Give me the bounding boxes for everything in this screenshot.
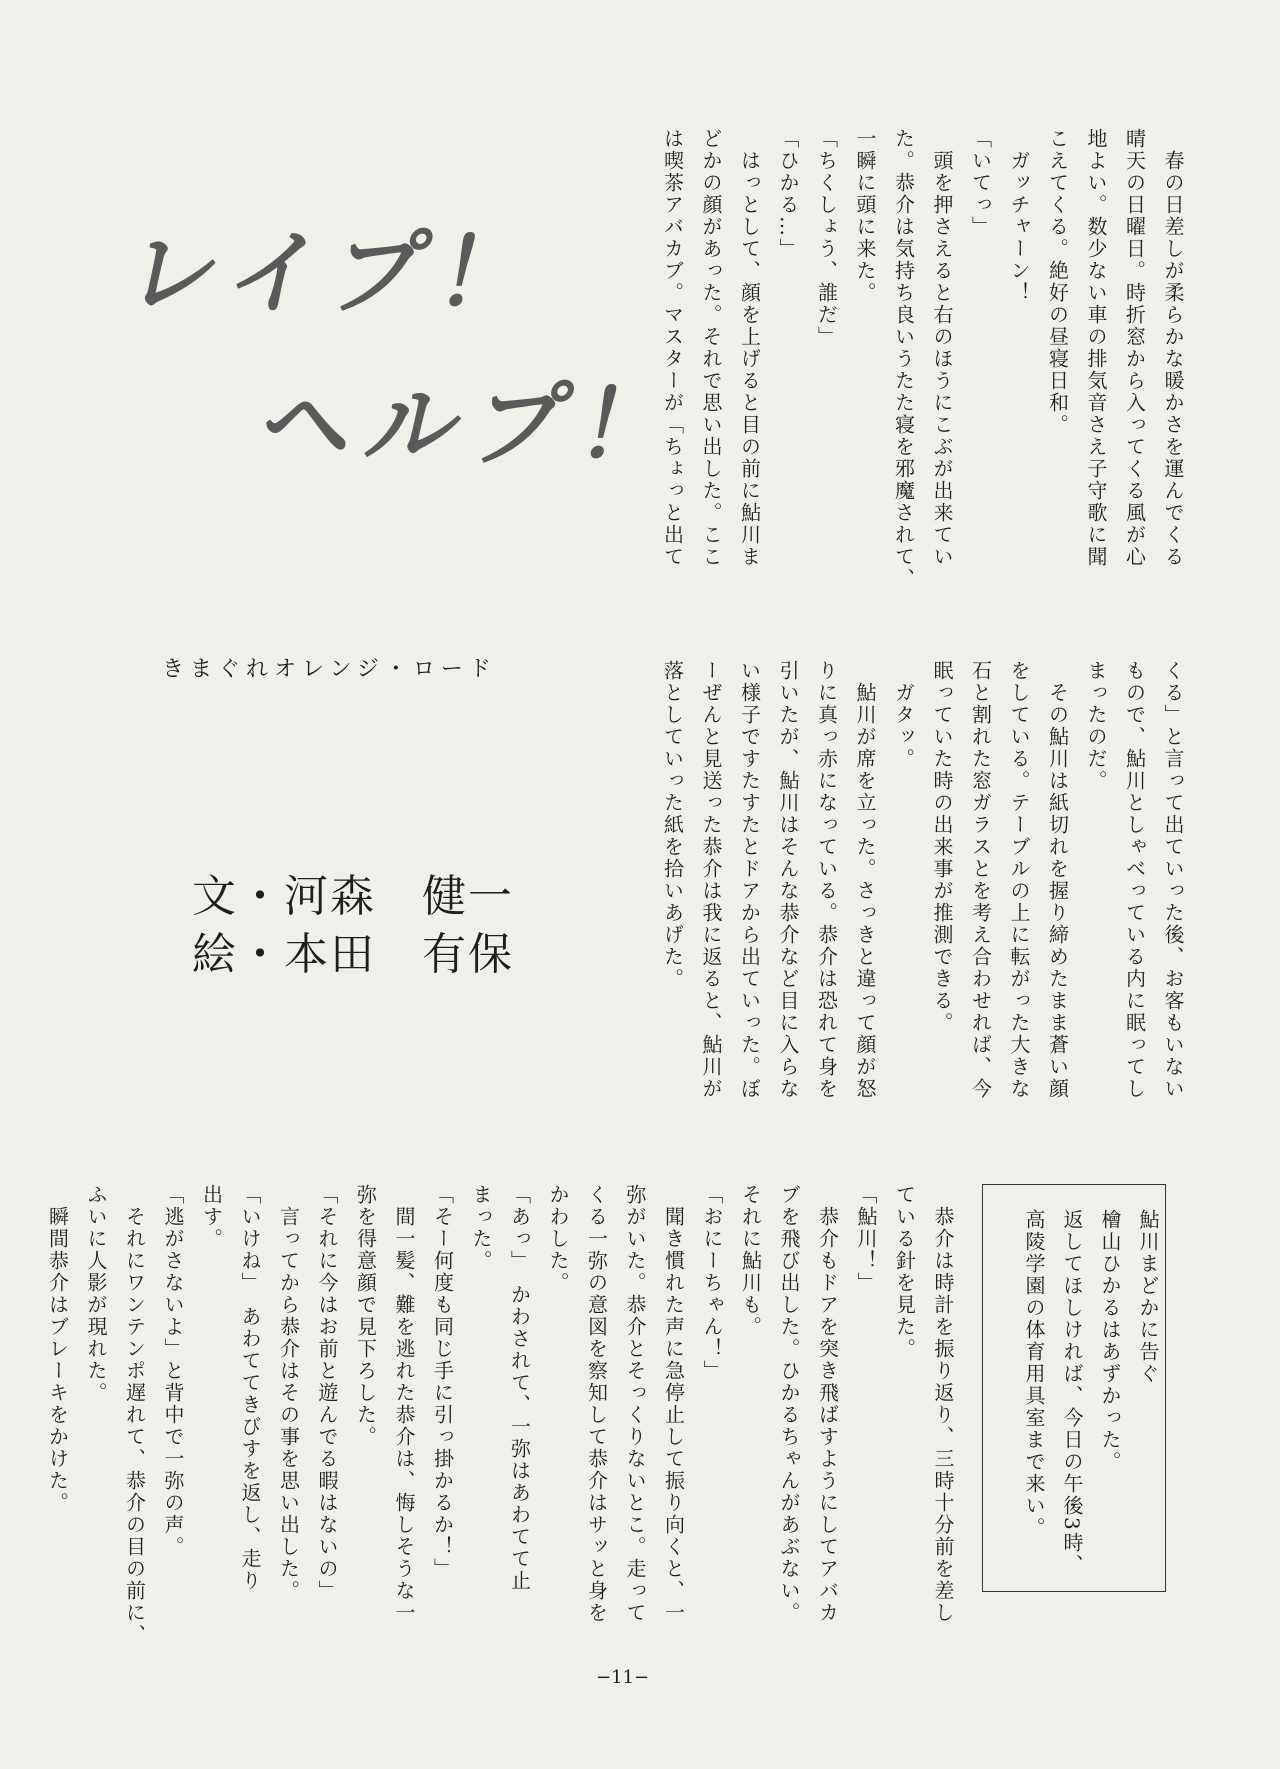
- text-column: 鮎川まどかに告ぐ: [1136, 1209, 1160, 1385]
- text-column: 「鮎川！」: [854, 1184, 878, 1294]
- text-column: かわした。: [546, 1184, 570, 1294]
- text-column: 「ちくしょう、誰だ」: [814, 128, 839, 348]
- text-column: 眠っていた時の出来事が推測できる。: [930, 660, 954, 1034]
- text-column: りに真っ赤になっている。恭介は恐れて身を: [814, 660, 839, 1100]
- text-column: 引いたが、鮎川はそんな恭介など目に入らな: [776, 660, 800, 1100]
- text-column: をしている。テーブルの上に転がった大きな: [1007, 660, 1031, 1100]
- text-column: ガッチャーン！: [1007, 128, 1031, 304]
- text-column: 晴天の日曜日。時折窓から入ってくる風が心: [1122, 128, 1147, 568]
- text-column: 瞬間恭介はブレーキをかけた。: [45, 1184, 70, 1514]
- text-column: 「いてっ」: [968, 128, 993, 238]
- text-column: 頭を押さえると右のほうにこぶが出来てい: [930, 128, 954, 568]
- text-column: どかの顔があった。それで思い出した。ここ: [699, 128, 723, 568]
- text-column: ている針を見た。: [892, 1184, 917, 1360]
- text-column: 出す。: [199, 1184, 224, 1250]
- text-column: 恭介もドアを突き飛ばすようにしてアバカ: [815, 1184, 840, 1624]
- text-column: 「ひかる…」: [776, 128, 800, 260]
- text-column: い様子ですたすたとドアから出ていった。ぼ: [737, 660, 762, 1100]
- text-column: それに鮎川も。: [738, 1184, 763, 1338]
- text-column: まったのだ。: [1084, 660, 1108, 792]
- text-column: こえてくる。絶好の昼寝日和。: [1045, 128, 1070, 436]
- text-column: 恭介は時計を振り返り、三時十分前を差し: [931, 1184, 955, 1624]
- text-column: た。恭介は気持ち良いうたた寝を邪魔されて、: [891, 128, 916, 590]
- series-subtitle: きまぐれオレンジ・ロード: [162, 657, 497, 682]
- text-column: 落としていった紙を拾いあげた。: [660, 660, 685, 990]
- text-column: 春の日差しが柔らかな暖かさを運んでくる: [1161, 128, 1185, 568]
- text-block-middle-right: [652, 660, 1192, 1130]
- text-column: ーぜんと見送った恭介は我に返ると、鮎川が: [699, 660, 723, 1100]
- text-column: 檜山ひかるはあずかった。: [1098, 1209, 1122, 1473]
- text-column: は喫茶アバカブ。マスターが「ちょっと出て: [660, 128, 685, 568]
- text-column: ガタッ。: [891, 660, 916, 770]
- text-column: 鮎川が席を立った。さっきと違って顔が怒: [853, 660, 877, 1100]
- text-column: 高陵学園の体育用具室まで来い。: [1022, 1209, 1046, 1539]
- text-block-lower: [45, 1184, 962, 1646]
- story-title-line-1: レイプ！: [116, 220, 557, 327]
- text-column: 石と割れた窓ガラスとを考え合わせれば、今: [968, 660, 993, 1100]
- text-column: もので、鮎川としゃべっている内に眠ってし: [1122, 660, 1147, 1100]
- text-block-upper-right: [652, 128, 1192, 598]
- text-column: その鮎川は紙切れを握り締めたまま蒼い顔: [1045, 660, 1070, 1100]
- text-column: はっとして、顔を上げると目の前に鮎川ま: [737, 128, 762, 568]
- text-column: それにワンテンポ遅れて、恭介の目の前に、: [122, 1184, 147, 1646]
- text-column: 一瞬に頭に来た。: [853, 128, 877, 304]
- text-column: 弥がいた。恭介とそっくりないとこ。走って: [623, 1184, 647, 1624]
- author-credit: 文・河森 健一: [192, 871, 514, 922]
- story-title-line-2: ヘルプ！: [250, 372, 698, 479]
- text-column: 「そー何度も同じ手に引っ掛かるか！」: [430, 1184, 455, 1580]
- ransom-note-text: [983, 1209, 1167, 1589]
- text-column: まった。: [469, 1184, 493, 1272]
- illustrator-credit: 絵・本田 有保: [192, 929, 514, 980]
- text-column: 「それに今はお前と遊んでる暇はないの」: [315, 1184, 339, 1602]
- text-column: くる一弥の意図を察知して恭介はサッと身を: [584, 1184, 609, 1624]
- text-column: 返してほしければ、今日の午後3時、: [1060, 1209, 1084, 1576]
- ransom-note-box: [982, 1184, 1166, 1592]
- text-column: 聞き慣れた声に急停止して振り向くと、一: [661, 1184, 686, 1624]
- text-column: 「あっ」 かわされて、一弥はあわてて止: [507, 1184, 532, 1592]
- text-column: くる」と言って出ていった後、お客もいない: [1161, 660, 1185, 1100]
- text-column: ふいに人影が現れた。: [84, 1184, 108, 1404]
- text-column: ブを飛び出した。ひかるちゃんがあぶない。: [777, 1184, 801, 1624]
- text-column: 「おにーちゃん！」: [700, 1184, 724, 1382]
- text-column: 弥を得意顔で見下ろした。: [353, 1184, 378, 1448]
- text-column: 間一髪、難を逃れた恭介は、悔しそうな一: [392, 1184, 416, 1624]
- text-column: 地よい。数少ない車の排気音さえ子守歌に聞: [1084, 128, 1108, 568]
- text-column: 「いけね」 あわててきびすを返し、走り: [238, 1184, 262, 1592]
- text-column: 「逃がさないよ」と背中で一弥の声。: [161, 1184, 185, 1558]
- text-column: 言ってから恭介はその事を思い出した。: [276, 1184, 301, 1602]
- page-number: −11−: [596, 1667, 650, 1688]
